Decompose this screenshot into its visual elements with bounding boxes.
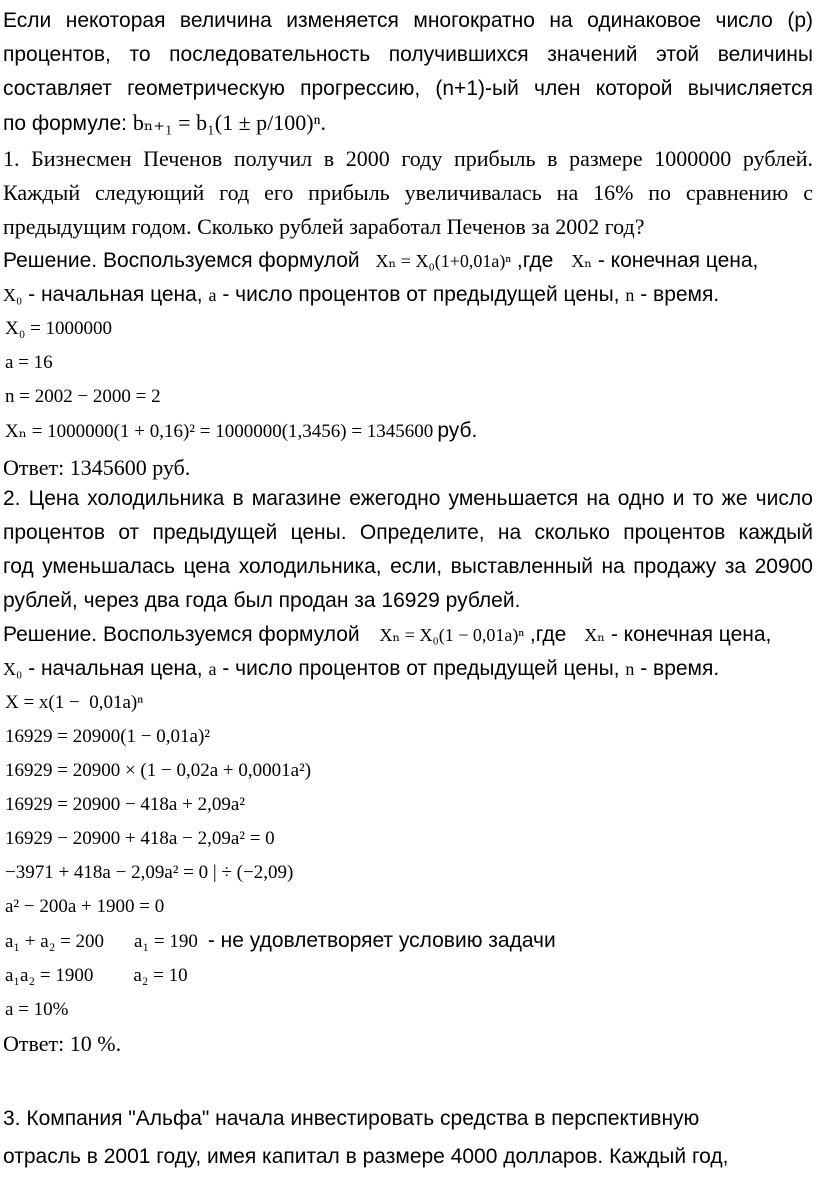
text-line [3, 652, 813, 686]
answer-line: Ответ: 1345600 руб. [3, 455, 191, 480]
math-line: 16929 = 20900 − 418a + 2,09a² [5, 794, 245, 815]
text-fragment: - время. [640, 657, 720, 680]
variable: Xₙ [584, 625, 605, 645]
text-line: год уменьшалась цена холодильника, если, выставленный на продажу за 20900 [3, 555, 813, 578]
variable: n [625, 659, 635, 679]
math-expression: a₁ = 190 [134, 931, 198, 952]
math-line: 16929 − 20900 + 418a − 2,09a² = 0 [5, 828, 275, 849]
text-line: отрасль в 2001 году, имея капитал в размере 4000 долларов. Каждый год, [3, 1145, 729, 1168]
math-expression: a₁a₂ = 1900 [5, 965, 94, 986]
math-line: 16929 = 20900(1 − 0,01a)² [5, 726, 210, 747]
text-fragment: Решение. Воспользуемся формулой [3, 623, 360, 646]
text-line: Если некоторая величина изменяется многократно на одинаковое число (p) [3, 9, 813, 32]
variable: X₀ [3, 659, 23, 679]
text-line: Каждый следующий год его прибыль увеличивалась на 16% по сравнению с [3, 180, 813, 205]
text-line: процентов от предыдущей цены. Определите, на сколько процентов каждый [3, 521, 813, 544]
formula: Xₙ = X₀(1 − 0,01a)ⁿ [379, 625, 525, 645]
text-line: предыдущим годом. Сколько рублей заработал Печенов за 2002 год? [3, 214, 645, 239]
text-line [3, 618, 813, 652]
variable: Xₙ [571, 251, 592, 271]
text-line: процентов, то последовательность получившихся значений этой величины [3, 43, 813, 66]
text-fragment: - число процентов от предыдущей цены, [222, 283, 620, 306]
text-line: 2. Цена холодильника в магазине ежегодно уменьшается на одно и то же число [3, 487, 813, 510]
text-fragment: - конечная цена, [597, 249, 759, 272]
problem-1 [3, 142, 813, 244]
variable: n [625, 285, 635, 305]
variable: a [208, 285, 217, 305]
text-fragment: - конечная цена, [610, 623, 772, 646]
text-line: составляет геометрическую прогрессию, (n+1)-ый член которой вычисляется [3, 77, 813, 100]
problem-3 [3, 1100, 813, 1176]
math-expression: Xₙ = 1000000(1 + 0,16)² = 1000000(1,3456) = 1345600 [5, 421, 434, 442]
text-fragment: ,где [529, 623, 567, 646]
text-fragment: - не удовлетворяет условию задачи [207, 929, 556, 952]
formula: Xₙ = X₀(1+0,01a)ⁿ [375, 251, 512, 271]
math-line [5, 414, 813, 449]
text-line: рублей, через два года был продан за 16929 рублей. [3, 589, 521, 612]
text-fragment: ,где [516, 249, 554, 272]
answer-line: Ответ: 10 %. [3, 1031, 122, 1056]
math-line: 16929 = 20900 × (1 − 0,02a + 0,0001a²) [5, 760, 312, 781]
math-line: X₀ = 1000000 [5, 318, 113, 339]
text-line [3, 244, 813, 278]
text-fragment: по формуле: [3, 112, 128, 135]
text-line: 3. Компания "Альфа" начала инвестировать средства в перспективную [3, 1107, 700, 1130]
text-fragment: - начальная цена, [28, 657, 203, 680]
formula: bₙ₊₁ = b₁(1 ± p/100)ⁿ. [132, 110, 327, 135]
problem-1-solution [3, 244, 813, 485]
text-fragment: - время. [640, 283, 720, 306]
math-line: a = 16 [5, 352, 53, 373]
math-line [5, 924, 813, 959]
math-line: a = 10% [5, 999, 69, 1020]
math-line: −3971 + 418a − 2,09a² = 0 | ÷ (−2,09) [5, 862, 294, 883]
variable: a [208, 659, 217, 679]
unit-label: руб. [437, 419, 478, 442]
math-expression: a₁ + a₂ = 200 [5, 931, 105, 952]
problem-2 [3, 482, 813, 618]
text-line [3, 106, 813, 141]
math-expression: a₂ = 10 [133, 965, 188, 986]
text-fragment: - начальная цена, [28, 283, 203, 306]
text-fragment: Решение. Воспользуемся формулой [3, 249, 360, 272]
text-line: 1. Бизнесмен Печенов получил в 2000 году прибыль в размере 1000000 рублей. [3, 146, 813, 171]
math-line: a² − 200a + 1900 = 0 [5, 896, 165, 917]
math-line: n = 2002 − 2000 = 2 [5, 386, 161, 407]
text-line [3, 278, 813, 312]
intro-paragraph [3, 4, 813, 141]
math-line [5, 959, 813, 993]
problem-2-solution [3, 618, 813, 1061]
variable: X₀ [3, 285, 23, 305]
math-line: X = x(1 − 0,01a)ⁿ [5, 692, 144, 713]
text-fragment: - число процентов от предыдущей цены, [222, 657, 620, 680]
